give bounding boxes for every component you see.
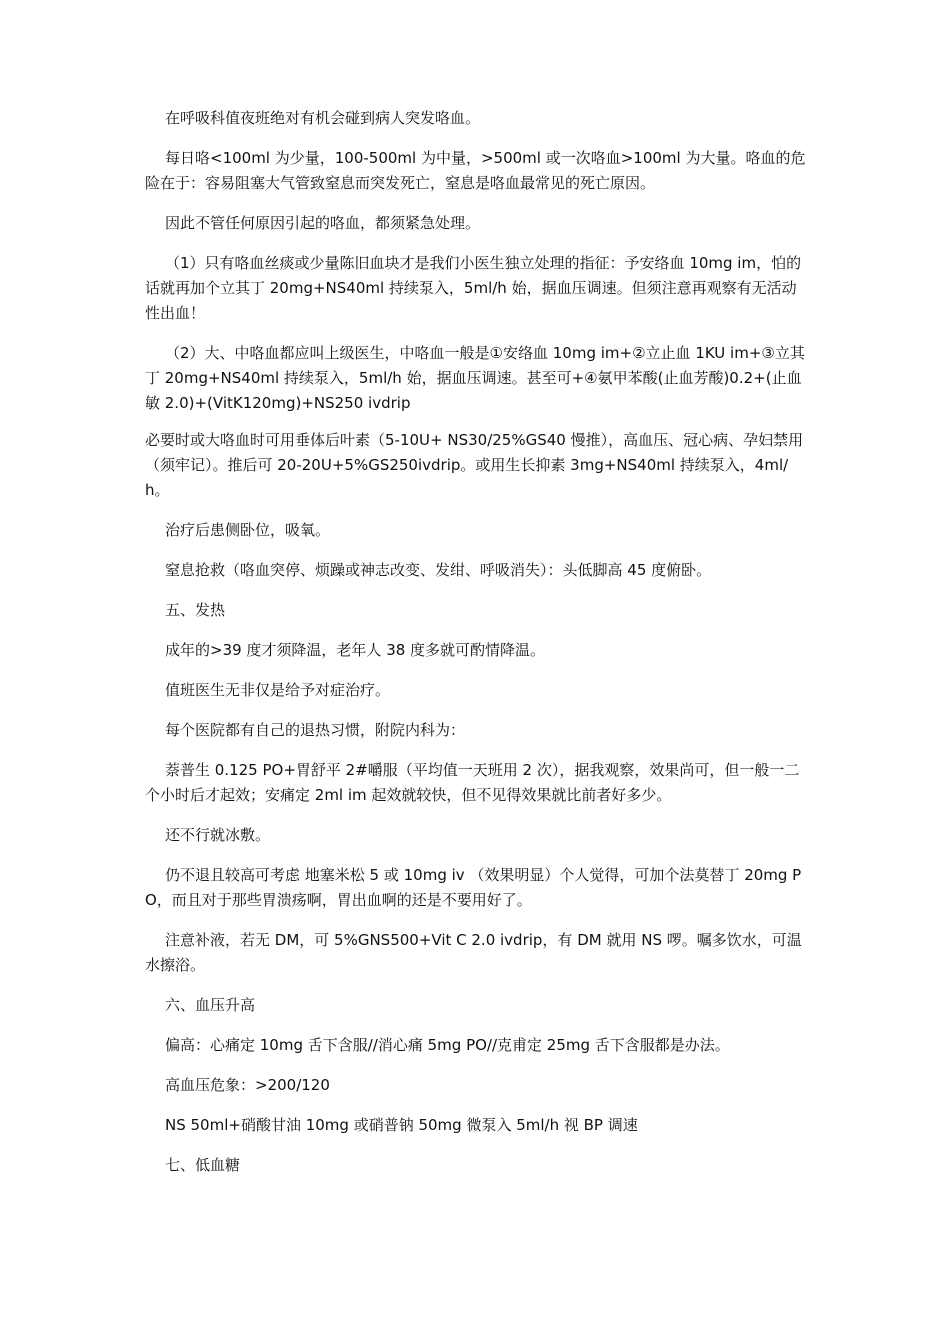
paragraph-hypertensive-crisis: 高血压危象：>200/120 bbox=[165, 1076, 330, 1094]
paragraph-pituitrin: 必要时或大咯血时可用垂体后叶素（5-10U+ NS30/25%GS40 慢推），高血压、冠心病、孕妇禁用（须牢记）。推后可 20-20U+5%GS250ivdrip。或用生长抑素 3mg+NS40ml 持续泵入，4ml/h。 bbox=[145, 431, 804, 499]
paragraph-fluid: 注意补液，若无 DM，可 5%GNS500+Vit C 2.0 ivdrip，有 DM 就用 NS 啰。嘱多饮水，可温水擦浴。 bbox=[145, 931, 802, 974]
paragraph-ice-pack: 还不行就冰敷。 bbox=[165, 826, 271, 844]
paragraph-mild-hypertension: 偏高：心痛定 10mg 舌下含服//消心痛 5mg PO//克甫定 25mg 舌下含服都是办法。 bbox=[165, 1036, 730, 1054]
paragraph-dexamethasone: 仍不退且较高可考虑 地塞米松 5 或 10mg iv （效果明显）个人觉得，可加个法莫替丁 20mg PO，而且对于那些胃溃疡啊，胃出血啊的还是不要用好了。 bbox=[145, 866, 802, 909]
paragraph-hemoptysis-definition: 每日咯<100ml 为少量，100-500ml 为中量，>500ml 或一次咯血>100ml 为大量。咯血的危险在于：容易阻塞大气管致窒息而突发死亡，窒息是咯血最常见的死亡原因。 bbox=[145, 149, 806, 192]
paragraph-symptomatic: 值班医生无非仅是给予对症治疗。 bbox=[165, 681, 391, 699]
paragraph-nitroglycerin: NS 50ml+硝酸甘油 10mg 或硝普钠 50mg 微泵入 5ml/h 视 BP 调速 bbox=[165, 1116, 638, 1134]
section-heading-fever: 五、发热 bbox=[165, 601, 226, 619]
paragraph-fever-threshold: 成年的>39 度才须降温，老年人 38 度多就可酌情降温。 bbox=[165, 641, 546, 659]
paragraph-post-treatment: 治疗后患侧卧位，吸氧。 bbox=[165, 521, 331, 539]
section-heading-hypertension: 六、血压升高 bbox=[165, 996, 256, 1014]
paragraph-minor-hemoptysis: （1）只有咯血丝痰或少量陈旧血块才是我们小医生独立处理的指征：予安络血 10mg im，怕的话就再加个立其丁 20mg+NS40ml 持续泵入，5ml/h 始，据血压调速。但须注意再观察有无活动性出血！ bbox=[145, 254, 802, 322]
paragraph-asphyxia-rescue: 窒息抢救（咯血突停、烦躁或神志改变、发绀、呼吸消失）：头低脚高 45 度俯卧。 bbox=[165, 561, 712, 579]
section-heading-hypoglycemia: 七、低血糖 bbox=[165, 1156, 241, 1174]
paragraph-major-hemoptysis: （2）大、中咯血都应叫上级医生，中咯血一般是①安络血 10mg im+②立止血 1KU im+③立其丁 20mg+NS40ml 持续泵入，5ml/h 始，据血压调速。甚至可+④氨甲苯酸(止血芳酸)0.2+(止血敏 2.0)+(VitK120mg)+NS250 ivdrip bbox=[145, 344, 805, 412]
paragraph-intro: 在呼吸科值夜班绝对有机会碰到病人突发咯血。 bbox=[165, 109, 481, 127]
paragraph-naproxen: 萘普生 0.125 PO+胃舒平 2#嚼服（平均值一天班用 2 次），据我观察，效果尚可，但一般一二个小时后才起效；安痛定 2ml im 起效就较快，但不见得效果就比前者好多少。 bbox=[145, 761, 800, 804]
paragraph-urgent-treatment: 因此不管任何原因引起的咯血，都须紧急处理。 bbox=[165, 214, 481, 232]
document-page bbox=[145, 106, 810, 1193]
paragraph-hospital-habit: 每个医院都有自己的退热习惯，附院内科为： bbox=[165, 721, 466, 739]
